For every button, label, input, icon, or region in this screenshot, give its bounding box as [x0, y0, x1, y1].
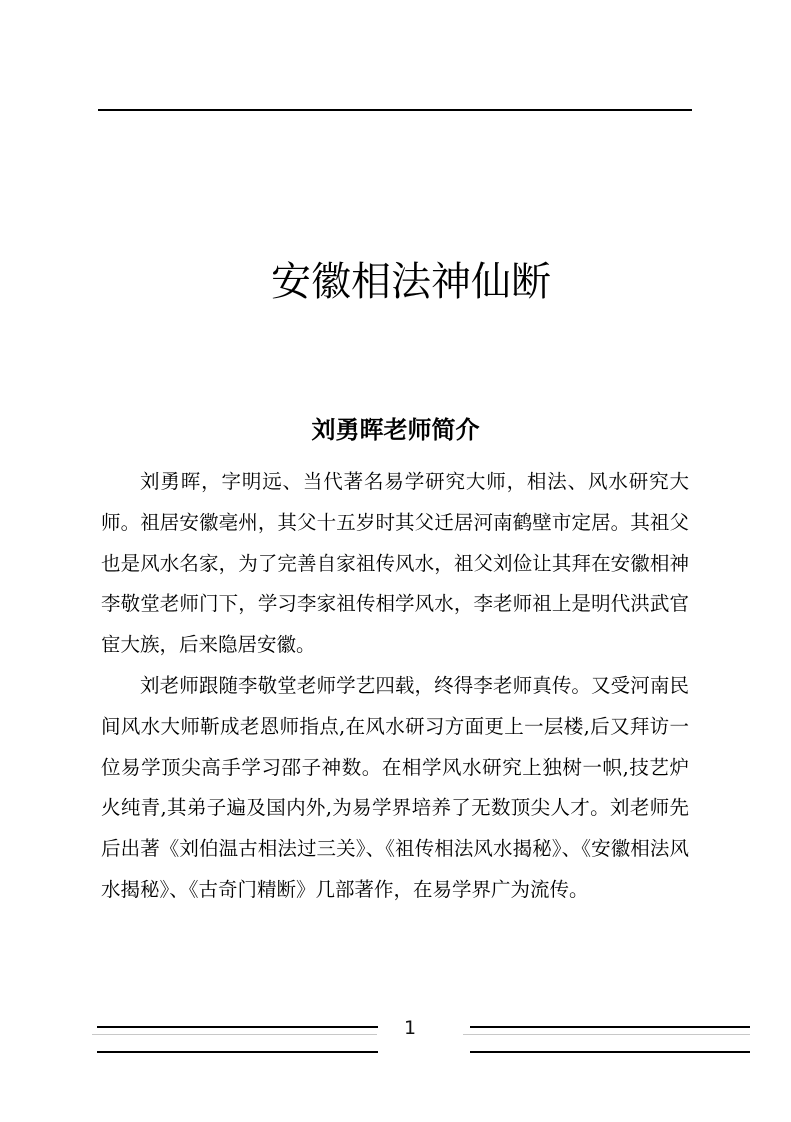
footer-thin-rule-right	[463, 1034, 750, 1035]
footer-rule-right-bottom	[470, 1051, 750, 1053]
paragraph: 刘勇晖，字明远、当代著名易学研究大师，相法、风水研究大师。祖居安徽亳州，其父十五岁时其父迁居河南鹤壁市定居。其祖父也是风水名家，为了完善自家祖传风水，祖父刘俭让其拜在安徽相神李敬堂老师门下，学习李家祖传相学风水，李老师祖上是明代洪武官宦大族，后来隐居安徽。	[101, 470, 689, 657]
document-title: 安徽相法神仙断	[271, 259, 551, 305]
header-rule	[98, 109, 692, 111]
footer-thin-rule-left	[92, 1034, 377, 1035]
page-footer	[0, 1015, 791, 1060]
body-text	[101, 462, 689, 911]
paragraph: 刘老师跟随李敬堂老师学艺四载，终得李老师真传。又受河南民间风水大师靳成老恩师指点,在风水研习方面更上一层楼,后又拜访一位易学顶尖高手学习邵子神数。在相学风水研究上独树一帜,技艺炉火纯青,其弟子遍及国内外,为易学界培养了无数顶尖人才。刘老师先后出著《刘伯温古相法过三关》、《祖传相法风水揭秘》、《安徽相法风水揭秘》、《古奇门精断》几部著作，在易学界广为流传。	[101, 673, 689, 901]
page-number: 1	[403, 1017, 417, 1039]
footer-rule-left-bottom	[97, 1051, 378, 1053]
footer-rule-left-top	[97, 1026, 378, 1028]
section-heading: 刘勇晖老师简介	[311, 416, 480, 444]
footer-rule-right-top	[470, 1026, 750, 1028]
